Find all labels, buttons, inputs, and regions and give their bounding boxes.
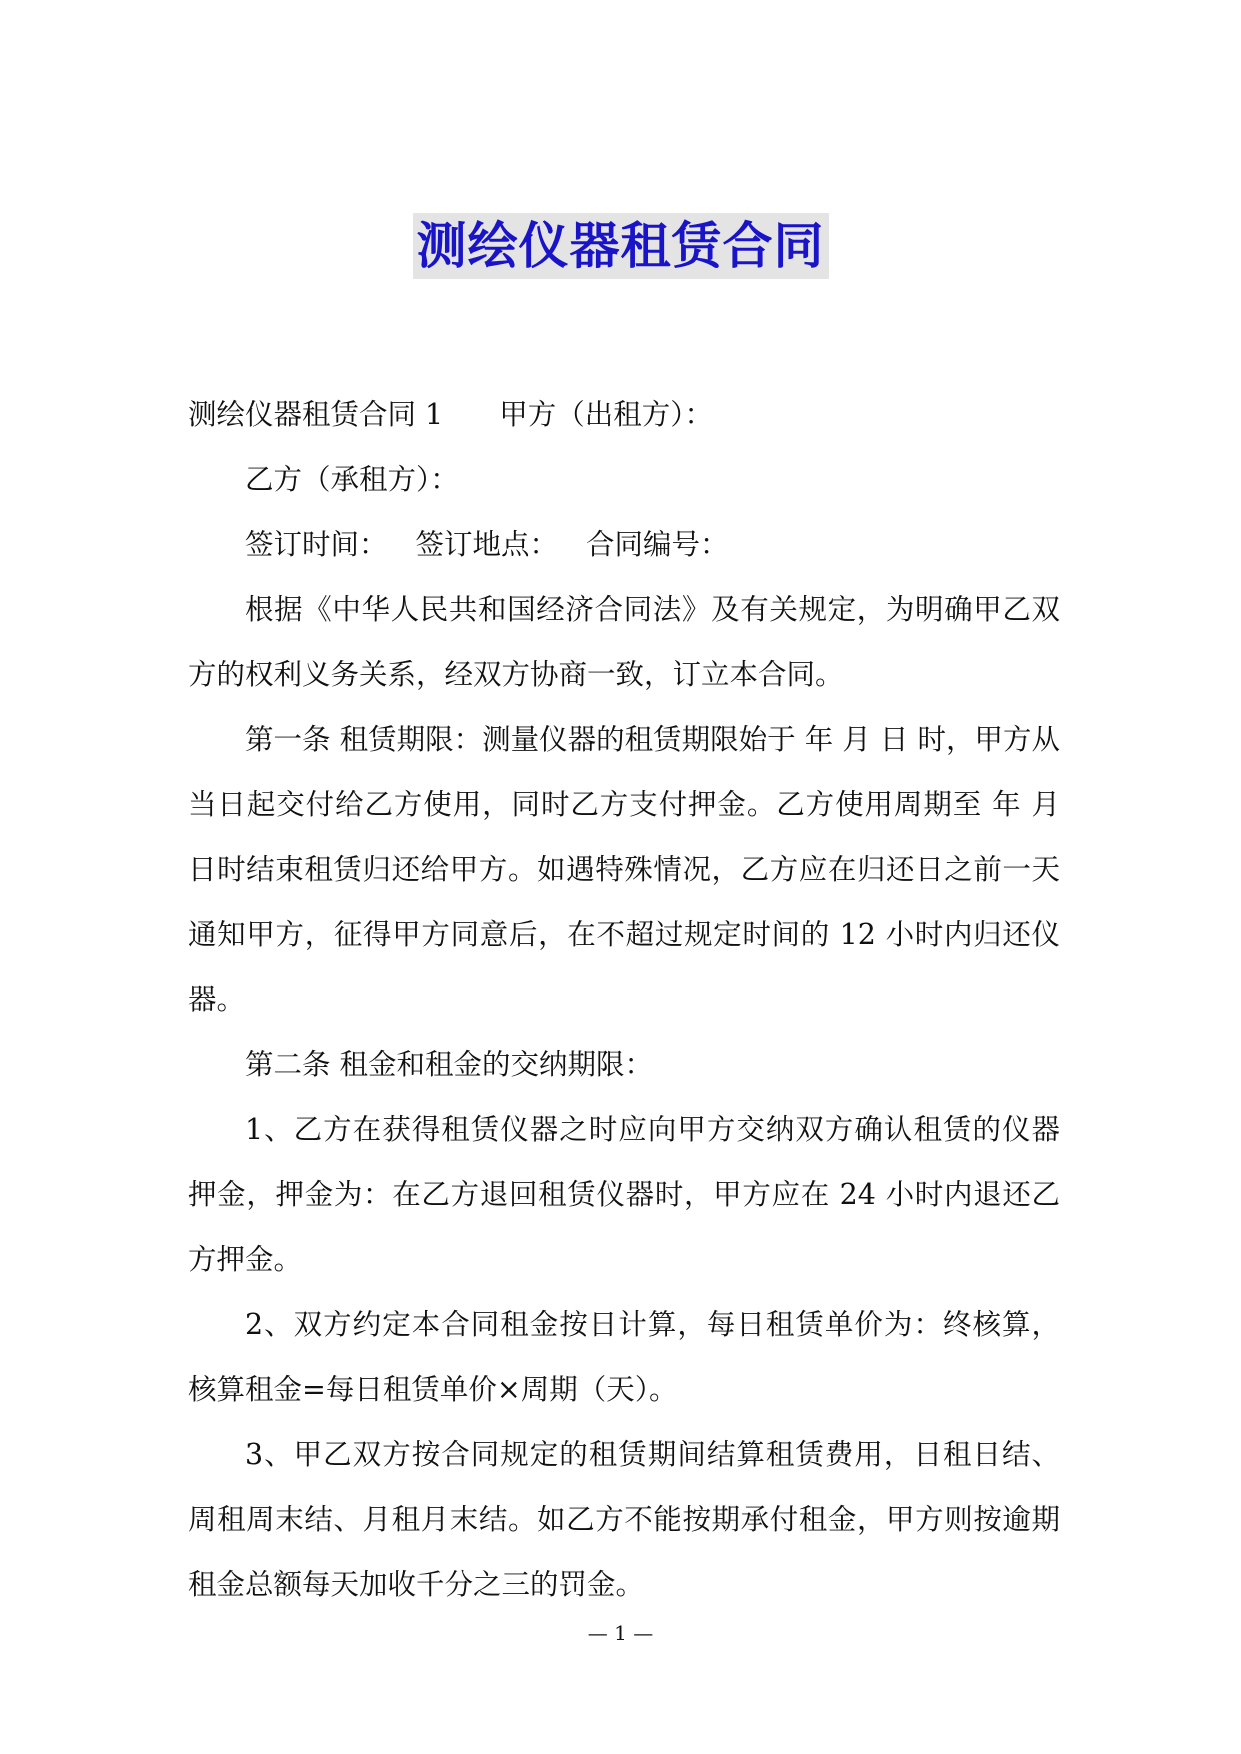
- title-container: [0, 213, 1241, 279]
- paragraph-article-1: 第一条 租赁期限：测量仪器的租赁期限始于 年 月 日 时，甲方从当日起交付给乙方使用，同时乙方支付押金。乙方使用周期至 年 月 日时结束租赁归还给甲方。如遇特殊情况，乙方应在归还日之前一天通知甲方，征得甲方同意后，在不超过规定时间的 12 小时内归还仪器。: [188, 723, 1060, 1016]
- contract-label: 测绘仪器租赁合同 1: [188, 398, 444, 431]
- paragraph-preamble: 根据《中华人民共和国经济合同法》及有关规定，为明确甲乙双方的权利义务关系，经双方协商一致，订立本合同。: [188, 593, 1060, 691]
- document-body: [188, 382, 1060, 1617]
- party-a-label: 甲方（出租方）：: [499, 398, 713, 431]
- paragraph-clause-1: 1、乙方在获得租赁仪器之时应向甲方交纳双方确认租赁的仪器押金，押金为：在乙方退回租赁仪器时，甲方应在 24 小时内退还乙方押金。: [188, 1113, 1060, 1276]
- signing-line: [188, 512, 1060, 577]
- page-number: — 1 —: [587, 1621, 654, 1645]
- contract-number-label: 合同编号：: [586, 528, 729, 561]
- paragraph-clause-3: 3、甲乙双方按合同规定的租赁期间结算租赁费用，日租日结、周租周末结、月租月末结。如乙方不能按期承付租金，甲方则按逾期租金总额每天加收千分之三的罚金。: [188, 1438, 1060, 1601]
- document-title: 测绘仪器租赁合同: [413, 213, 829, 279]
- sign-place-label: 签订地点：: [415, 528, 559, 561]
- sign-time-label: 签订时间：: [245, 528, 388, 561]
- paragraph-clause-2: 2、双方约定本合同租金按日计算，每日租赁单价为：终核算，核算租金=每日租赁单价×周期（天）。: [188, 1308, 1060, 1406]
- header-line: [188, 382, 1060, 447]
- party-b-label: 乙方（承租方）：: [245, 463, 459, 496]
- paragraph-article-2: 第二条 租金和租金的交纳期限：: [245, 1048, 654, 1081]
